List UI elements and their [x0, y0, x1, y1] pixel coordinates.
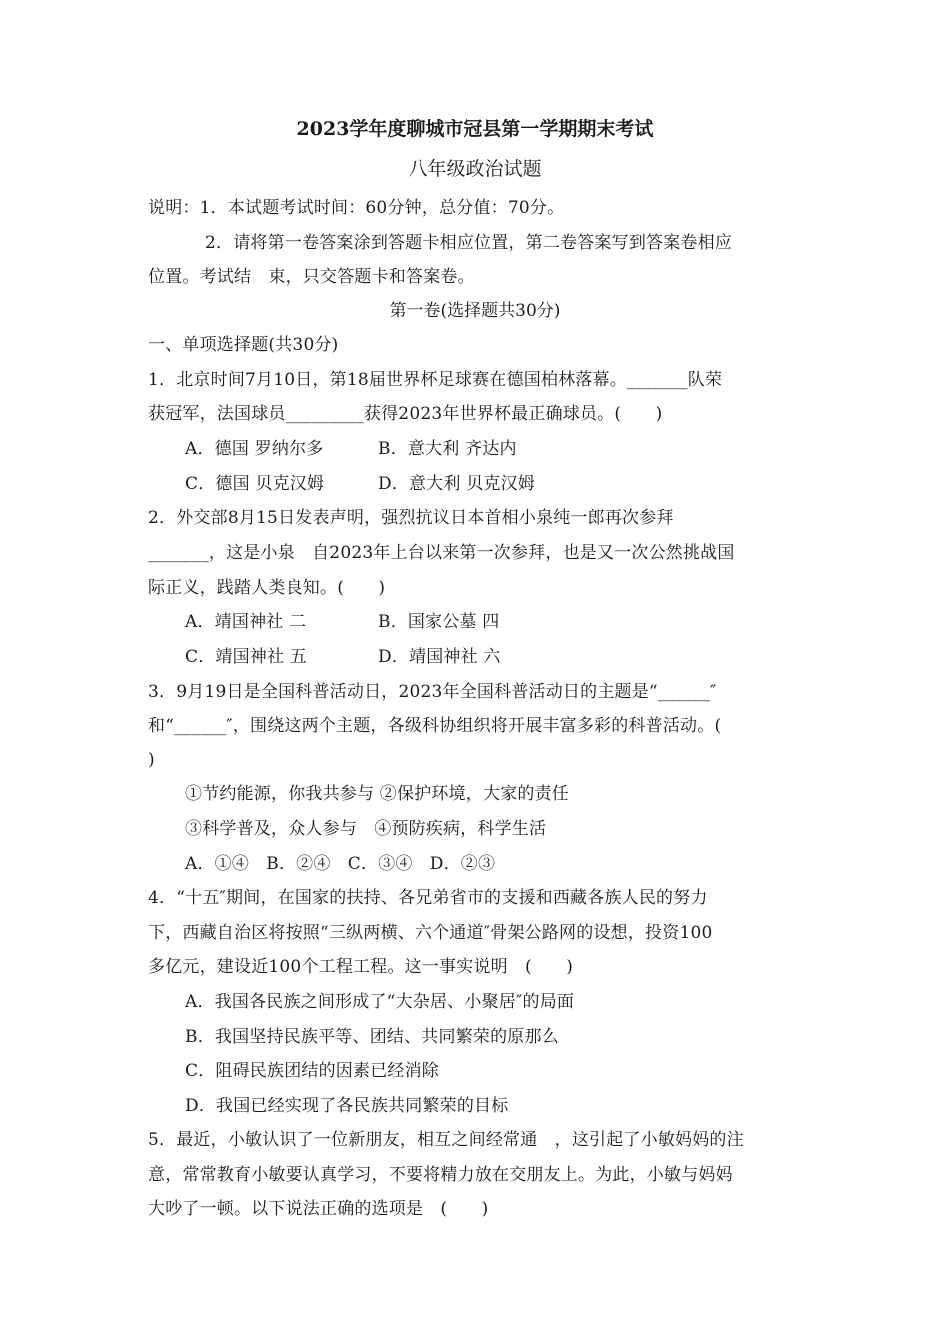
- q4-line-2: 下，西藏自治区将按照“三纵两横、六个通道″骨架公路网的设想，投资100: [148, 923, 713, 943]
- q3-item-2: ③科学普及，众人参与 ④预防疾病，科学生活: [185, 819, 547, 839]
- q4-line-1: 4．“十五″期间，在国家的扶持、各兄弟省市的支援和西藏各族人民的努力: [148, 888, 708, 908]
- q5-line-2: 意，常常教育小敏要认真学习，不要将精力放在交朋友上。为此，小敏与妈妈: [148, 1165, 733, 1185]
- exam-subtitle: 八年级政治试题: [408, 158, 542, 180]
- q2-line-3: 际正义，践踏人类良知。( ): [148, 578, 386, 598]
- q3-line-3: ): [148, 750, 155, 770]
- instruction-line-2: 2．请将第一卷答案涂到答题卡相应位置，第二卷答案写到答案卷相应: [205, 233, 733, 253]
- q5-line-1: 5．最近，小敏认识了一位新朋友，相互之间经常通 ，这引起了小敏妈妈的注: [148, 1130, 744, 1150]
- q2-option-b: B．国家公墓 四: [378, 612, 500, 632]
- q4-option-c: C．阻碍民族团结的因素已经消除: [185, 1061, 440, 1081]
- q2-line-2: _______，这是小泉 自2023年上台以来第一次参拜，也是又一次公然挑战国: [148, 543, 735, 563]
- part-title: 第一卷(选择题共30分): [389, 301, 561, 321]
- q4-option-d: D．我国已经实现了各民族共同繁荣的目标: [185, 1096, 509, 1116]
- q4-option-b: B．我国坚持民族平等、团结、共同繁荣的原那么: [185, 1027, 559, 1047]
- q1-option-b: B．意大利 齐达内: [378, 439, 517, 459]
- q5-line-3: 大吵了一顿。以下说法正确的选项是 ( ): [148, 1199, 489, 1219]
- q3-line-2: 和“______″，围绕这两个主题，各级科协组织将开展丰富多彩的科普活动。(: [148, 716, 722, 736]
- q2-option-a: A．靖国神社 二: [185, 612, 307, 632]
- q3-line-1: 3．9月19日是全国科普活动日，2023年全国科普活动日的主题是“______″: [148, 682, 717, 702]
- q3-options: A．①④ B．②④ C．③④ D．②③: [185, 854, 496, 874]
- q1-option-d: D．意大利 贝克汉姆: [378, 474, 536, 494]
- q4-option-a: A．我国各民族之间形成了“大杂居、小聚居″的局面: [185, 992, 575, 1012]
- q1-line-1: 1．北京时间7月10日，第18届世界杯足球赛在德国柏林落幕。_______队荣: [148, 370, 723, 390]
- q2-option-d: D．靖国神社 六: [378, 647, 501, 667]
- q1-option-c: C．德国 贝克汉姆: [185, 474, 325, 494]
- section-heading: 一、单项选择题(共30分): [148, 335, 339, 355]
- q2-option-c: C．靖国神社 五: [185, 647, 308, 667]
- q1-option-a: A．德国 罗纳尔多: [185, 439, 324, 459]
- q2-line-1: 2．外交部8月15日发表声明，强烈抗议日本首相小泉纯一郎再次参拜: [148, 508, 674, 528]
- q1-line-2: 获冠军，法国球员_________获得2023年世界杯最正确球员。( ): [148, 404, 663, 424]
- instruction-line-1: 说明：1．本试题考试时间：60分钟，总分值：70分。: [148, 198, 565, 218]
- exam-title: 2023学年度聊城市冠县第一学期期末考试: [296, 118, 654, 140]
- q4-line-3: 多亿元，建设近100个工程工程。这一事实说明 ( ): [148, 957, 574, 977]
- q3-item-1: ①节约能源，你我共参与 ②保护环境，大家的责任: [185, 784, 570, 804]
- instruction-line-3: 位置。考试结 束，只交答题卡和答案卷。: [148, 267, 475, 287]
